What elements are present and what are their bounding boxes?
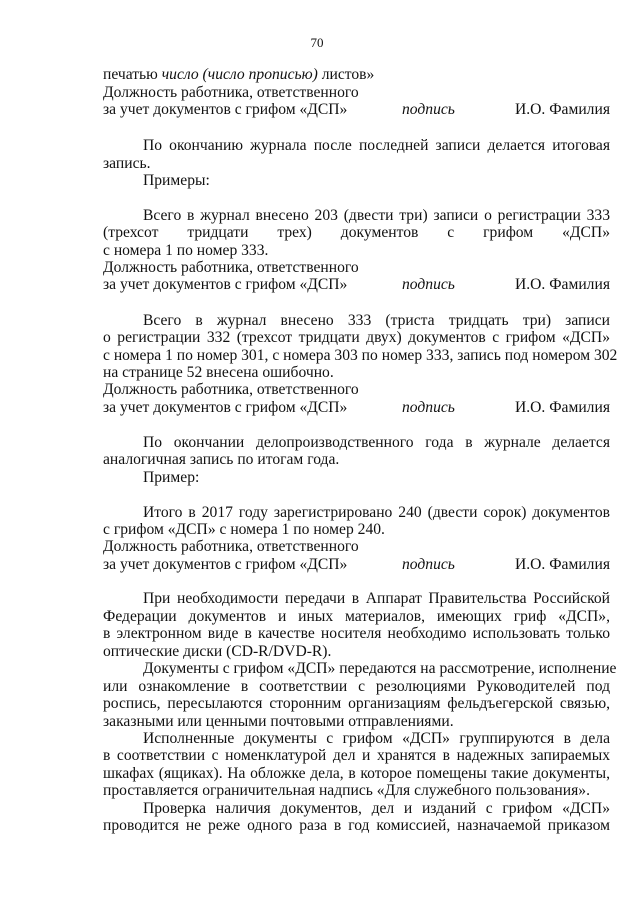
example-line: с грифом «ДСП» с номера 1 по номер 240.	[103, 521, 385, 538]
text-line: печатью число (число прописью) листов»	[103, 66, 375, 83]
paragraph-line: аналогичная запись по итогам года.	[103, 451, 340, 468]
name-placeholder: И.О. Фамилия	[515, 556, 610, 573]
paragraph-line: шкафах (ящиках). На обложке дела, в которое помещены такие документы,	[103, 765, 610, 782]
signature-placeholder: подпись	[402, 399, 455, 416]
signature-placeholder: подпись	[402, 556, 455, 573]
paragraph-line: Документы с грифом «ДСП» передаются на рассмотрение, исполнение	[143, 660, 617, 677]
name-placeholder: И.О. Фамилия	[515, 101, 610, 118]
example-line: с номера 1 по номер 301, с номера 303 по номер 333, запись под номером 302	[103, 347, 618, 364]
paragraph-line: в электронном виде в качестве носителя необходимо использовать только	[103, 625, 610, 642]
paragraph-line: в соответствии с номенклатурой дел и хранятся в надежных запираемых	[103, 747, 610, 764]
example-heading: Пример:	[143, 469, 200, 486]
paragraph-line: или ознакомление в соответствии с резолюциями Руководителей под	[103, 678, 610, 695]
example-line: Всего в журнал внесено 333 (триста тридцать три) записи	[143, 312, 610, 329]
paragraph-line: запись.	[103, 155, 151, 172]
example-line: Всего в журнал внесено 203 (двести три) записи о регистрации 333	[143, 207, 610, 224]
name-placeholder: И.О. Фамилия	[515, 399, 610, 416]
paragraph-line: оптические диски (CD-R/DVD-R).	[103, 643, 332, 660]
page-number: 70	[310, 35, 324, 50]
document-page: 70 печатью число (число прописью) листов» Должность работника, ответственного за учет документов с грифом «ДСП» подпись И.О. Фамилия По окончанию журнала после последней записи делается итоговая запись. Примеры: Всего в журнал внесено 203 (двести три) записи о регистрации 333 (трехсот тридцати трех) документов с грифом «ДСП» с номера 1 по номер 333. Должность работника, ответственного за учет документов с грифом «ДСП» подпись И.О. Фамилия Всего в журнал внесено 333 (триста тридцать три) записи о регистрации 332 (трехсот тридцати двух) документов с грифом «ДСП» с номера 1 по номер 301, с номера 303 по номер 333, запись под номером 302 на странице 52 внесена ошибочно. Должность работника, ответственного за учет документов с грифом «ДСП» подпись И.О. Фамилия По окончании делопроизводственного года в журнале делается аналогичная запись по итогам года. Пример: Итого в 2017 году зарегистрировано 240 (двести сорок) документов с грифом «ДСП» с номера 1 по номер 240. Должность работника, ответственного за учет документов с грифом «ДСП» подпись И.О. Фамилия При необходимости передачи в Аппарат Правительства Российской Федерации документов и иных материалов, имеющих гриф «ДСП», в электронном виде в качестве носителя необходимо использовать только оптические диски (CD-R/DVD-R). Документы с грифом «ДСП» передаются на рассмотрение, исполнение или ознакомление в соответствии с резолюциями Руководителей под роспись, пересылаются сторонним организациям фельдъегерской связью, заказными или ценными почтовыми отправлениями. Исполненные документы с грифом «ДСП» группируются в дела в соответствии с номенклатурой дел и хранятся в надежных запираемых шкафах (ящиках). На обложке дела, в которое помещены такие документы, проставляется ограничительная надпись «Для служебного пользования». Проверка наличия документов, дел и изданий с грифом «ДСП» проводится не реже одного раза в год комиссией, назначаемой приказом	[0, 0, 634, 905]
paragraph-line: заказными или ценными почтовыми отправлениями.	[103, 713, 454, 730]
paragraph-line: проставляется ограничительная надпись «Для служебного пользования».	[103, 782, 590, 799]
paragraph-line: роспись, пересылаются сторонним организациям фельдъегерской связью,	[103, 695, 610, 712]
example-line: с номера 1 по номер 333.	[103, 242, 269, 259]
paragraph-line: По окончанию журнала после последней записи делается итоговая	[143, 137, 610, 154]
examples-heading: Примеры:	[143, 172, 210, 189]
signature-placeholder: подпись	[402, 276, 455, 293]
name-placeholder: И.О. Фамилия	[515, 276, 610, 293]
signature-role-line: Должность работника, ответственного	[103, 538, 359, 555]
signature-role-line: Должность работника, ответственного	[103, 84, 359, 101]
paragraph-line: Проверка наличия документов, дел и изданий с грифом «ДСП»	[143, 800, 610, 817]
paragraph-line: По окончании делопроизводственного года в журнале делается	[143, 434, 610, 451]
example-line: на странице 52 внесена ошибочно.	[103, 364, 334, 381]
paragraph-line: При необходимости передачи в Аппарат Правительства Российской	[143, 590, 610, 607]
signature-placeholder: подпись	[402, 101, 455, 118]
paragraph-line: проводится не реже одного раза в год комиссией, назначаемой приказом	[103, 817, 610, 834]
example-line: о регистрации 332 (трехсот тридцати двух) документов с грифом «ДСП»	[103, 329, 610, 346]
paragraph-line: Исполненные документы с грифом «ДСП» группируются в дела	[143, 730, 610, 747]
signature-role-line: Должность работника, ответственного	[103, 381, 359, 398]
example-line: Итого в 2017 году зарегистрировано 240 (двести сорок) документов	[143, 504, 610, 521]
paragraph-line: Федерации документов и иных материалов, имеющих гриф «ДСП»,	[103, 608, 610, 625]
example-line: (трехсот тридцати трех) документов с грифом «ДСП»	[103, 224, 610, 241]
signature-role-line: Должность работника, ответственного	[103, 259, 359, 276]
